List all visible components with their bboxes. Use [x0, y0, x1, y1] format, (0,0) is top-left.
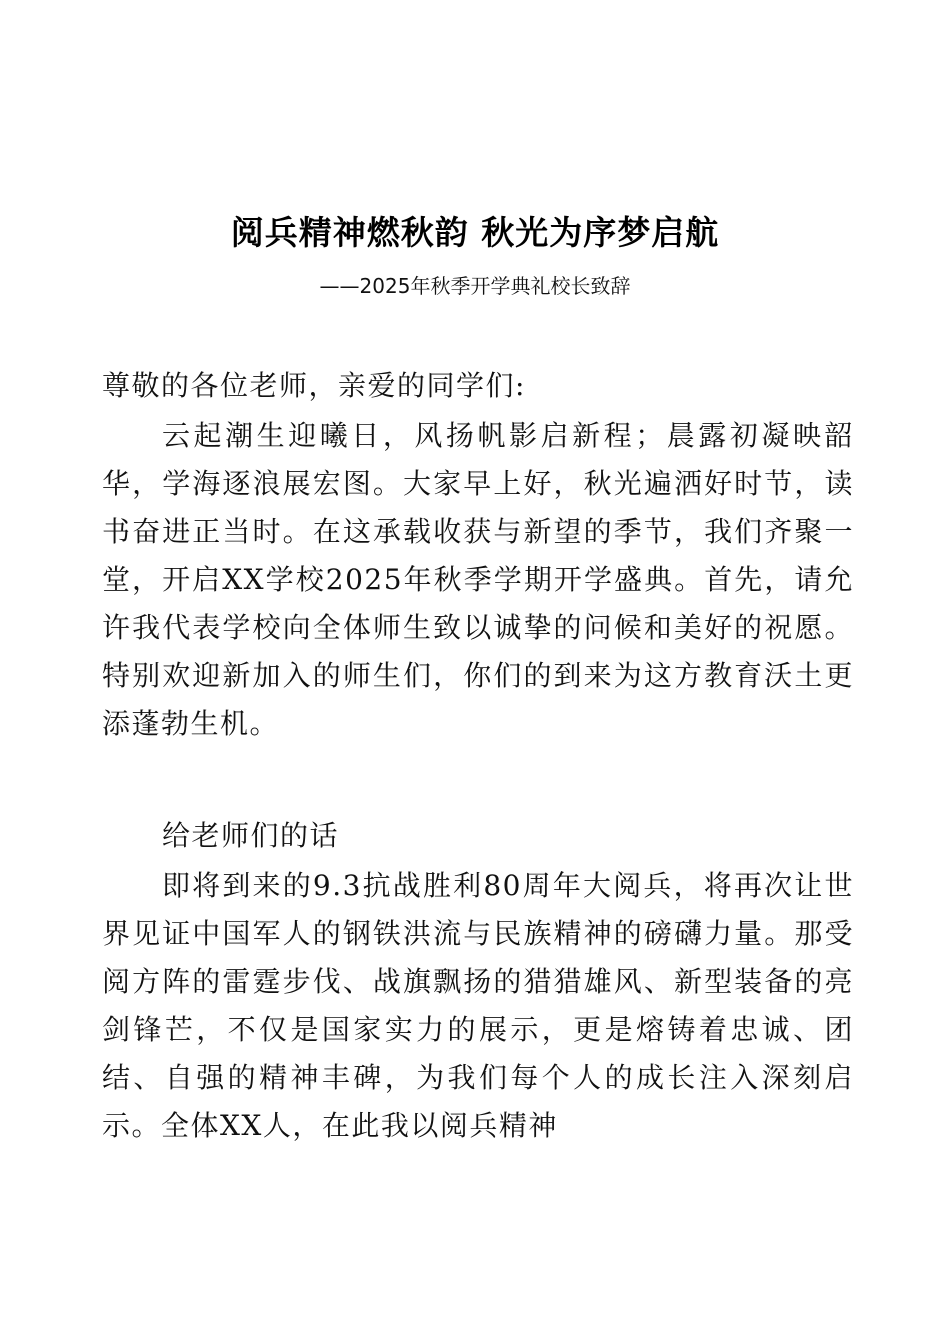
paragraph-opening: 云起潮生迎曦日，风扬帆影启新程；晨露初凝映韶华，学海逐浪展宏图。大家早上好，秋光遍洒好时节，读书奋进正当时。在这承载收获与新望的季节，我们齐聚一堂，开启XX学校2025年秋季学期开学盛典。首先，请允许我代表学校向全体师生致以诚挚的问候和美好的祝愿。特别欢迎新加入的师生们，你们的到来为这方教育沃土更添蓬勃生机。 — [102, 419, 854, 740]
page-title: 阅兵精神燃秋韵 秋光为序梦启航 — [230, 213, 720, 252]
paragraph-teachers: 即将到来的9.3抗战胜利80周年大阅兵，将再次让世界见证中国军人的钢铁洪流与民族精神的磅礴力量。那受阅方阵的雷霆步伐、战旗飘扬的猎猎雄风、新型装备的亮剑锋芒，不仅是国家实力的展示，更是熔铸着忠诚、团结、自强的精神丰碑，为我们每个人的成长注入深刻启示。全体XX人，在此我以阅兵精神 — [102, 869, 854, 1142]
salutation: 尊敬的各位老师，亲爱的同学们: — [102, 369, 526, 402]
page-subtitle: ——2025年秋季开学典礼校长致辞 — [319, 274, 631, 298]
section-heading: 给老师们的话 — [162, 819, 340, 852]
